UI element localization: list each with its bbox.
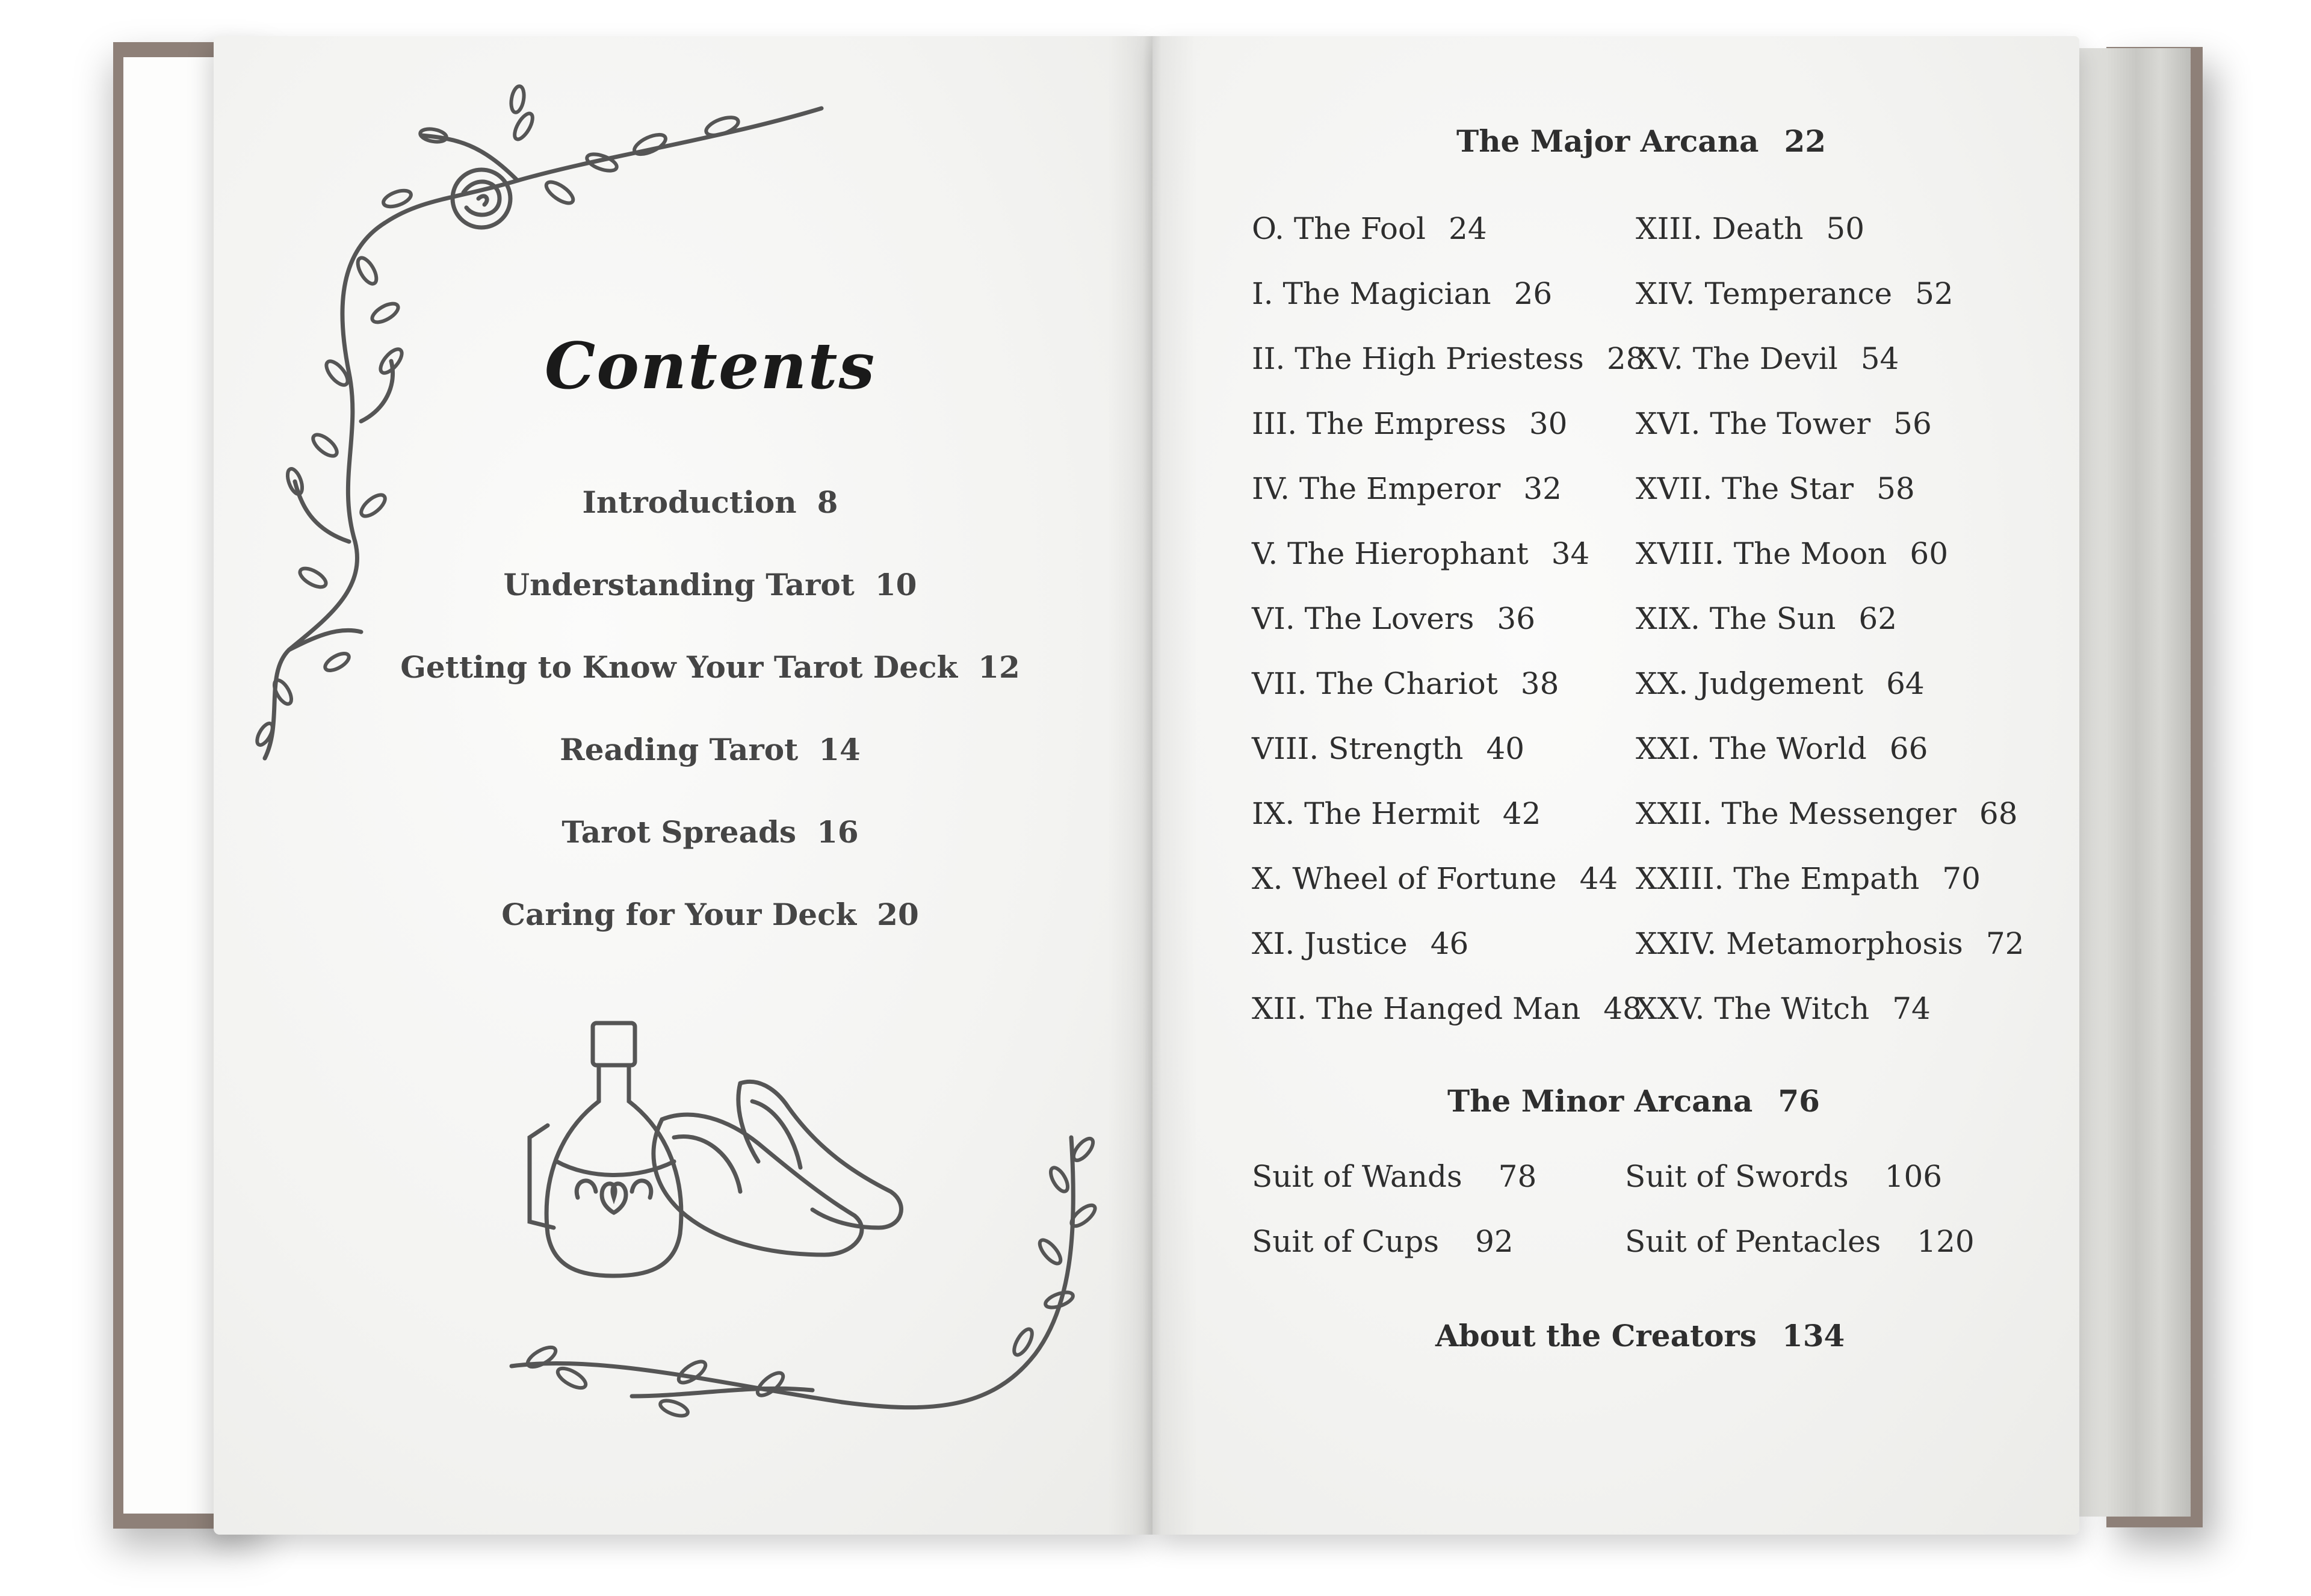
arcana-page: 56 [1893,406,1932,441]
arcana-page: 24 [1449,211,1487,246]
major-arcana-heading[interactable] [1456,123,1826,159]
arcana-label: VII. The Chariot [1252,666,1498,701]
section-page: 134 [1781,1318,1845,1353]
arcana-page: 34 [1551,536,1590,571]
arcana-page: 28 [1606,341,1645,376]
arcana-page: 74 [1892,991,1931,1026]
arcana-page: 60 [1910,536,1949,571]
arcana-entry[interactable] [1252,276,1645,341]
minor-arcana-col-2 [1625,1158,1975,1288]
arcana-page: 54 [1860,341,1899,376]
toc-entry-page: 16 [817,814,859,850]
arcana-page: 44 [1579,861,1618,896]
arcana-label: II. The High Priestess [1252,341,1584,376]
arcana-page: 32 [1523,471,1562,506]
toc-entry-label: Getting to Know Your Tarot Deck [400,649,958,685]
suit-label: Suit of Wands [1252,1159,1462,1194]
arcana-label: XIV. Temperance [1636,276,1893,311]
suit-entry[interactable] [1252,1158,1536,1223]
arcana-label: XXII. The Messenger [1636,796,1957,831]
arcana-page: 50 [1826,211,1865,246]
arcana-entry[interactable] [1252,861,1645,926]
toc-entry-label: Understanding Tarot [503,567,855,602]
arcana-entry[interactable] [1252,991,1645,1056]
creators-heading[interactable] [1435,1318,1845,1353]
arcana-entry[interactable] [1636,276,2024,341]
arcana-entry[interactable] [1252,341,1645,406]
suit-page: 78 [1498,1159,1537,1194]
suit-entry[interactable] [1252,1223,1536,1288]
arcana-entry[interactable] [1252,211,1645,276]
suit-entry[interactable] [1625,1223,1975,1288]
toc-entry-label: Introduction [582,484,797,520]
minor-arcana-heading[interactable] [1447,1083,1820,1119]
suit-label: Suit of Pentacles [1625,1224,1881,1259]
page-stack-edge [2070,48,2191,1517]
arcana-page: 70 [1942,861,1981,896]
minor-arcana-col-1 [1252,1158,1536,1288]
arcana-page: 30 [1529,406,1568,441]
toc-entry-page: 20 [877,897,919,932]
toc-entry[interactable] [364,726,1056,808]
arcana-label: III. The Empress [1252,406,1506,441]
section-page: 22 [1784,123,1827,159]
arcana-page: 38 [1520,666,1559,701]
arcana-entry[interactable] [1252,601,1645,666]
arcana-entry[interactable] [1636,731,2024,796]
toc-entry-page: 10 [874,567,917,602]
suit-label: Suit of Cups [1252,1224,1440,1259]
arcana-label: IX. The Hermit [1252,796,1480,831]
arcana-page: 36 [1497,601,1536,636]
arcana-entry[interactable] [1252,666,1645,731]
toc-entry[interactable] [364,643,1056,726]
arcana-entry[interactable] [1636,406,2024,471]
arcana-entry[interactable] [1636,341,2024,406]
toc-left-list [364,478,1056,973]
toc-entry-page: 8 [817,484,838,520]
section-label: About the Creators [1435,1318,1757,1353]
toc-entry[interactable] [364,561,1056,643]
suit-label: Suit of Swords [1625,1159,1849,1194]
section-page: 76 [1778,1083,1820,1119]
arcana-entry[interactable] [1252,536,1645,601]
arcana-entry[interactable] [1636,666,2024,731]
arcana-entry[interactable] [1636,471,2024,536]
suit-page: 92 [1475,1224,1514,1259]
arcana-label: I. The Magician [1252,276,1491,311]
arcana-label: XIII. Death [1636,211,1804,246]
suit-page: 106 [1884,1159,1943,1194]
arcana-entry[interactable] [1636,601,2024,666]
arcana-page: 72 [1985,926,2025,961]
arcana-label: IV. The Emperor [1252,471,1501,506]
arcana-label: XVII. The Star [1636,471,1854,506]
arcana-page: 52 [1915,276,1954,311]
arcana-label: VIII. Strength [1252,731,1464,766]
toc-entry[interactable] [364,891,1056,973]
arcana-label: XXIII. The Empath [1636,861,1920,896]
arcana-page: 58 [1876,471,1915,506]
arcana-entry[interactable] [1252,406,1645,471]
major-arcana-col-2 [1636,211,2024,1056]
toc-entry-label: Caring for Your Deck [501,897,857,932]
arcana-entry[interactable] [1252,731,1645,796]
toc-entry-label: Tarot Spreads [562,814,797,850]
arcana-label: XVI. The Tower [1636,406,1871,441]
arcana-entry[interactable] [1636,536,2024,601]
arcana-label: O. The Fool [1252,211,1426,246]
suit-entry[interactable] [1625,1158,1975,1223]
arcana-entry[interactable] [1252,471,1645,536]
arcana-page: 40 [1486,731,1525,766]
arcana-label: XI. Justice [1252,926,1408,961]
arcana-label: XV. The Devil [1636,341,1838,376]
arcana-entry[interactable] [1252,796,1645,861]
arcana-page: 48 [1603,991,1642,1026]
contents-title: Contents [544,328,876,403]
suit-page: 120 [1917,1224,1975,1259]
arcana-label: XII. The Hanged Man [1252,991,1581,1026]
arcana-page: 66 [1889,731,1928,766]
toc-entry[interactable] [364,478,1056,561]
arcana-entry[interactable] [1252,926,1645,991]
arcana-page: 68 [1979,796,2018,831]
section-label: The Minor Arcana [1447,1083,1753,1119]
arcana-entry[interactable] [1636,991,2024,1056]
arcana-label: XIX. The Sun [1636,601,1836,636]
toc-entry-page: 14 [818,732,861,767]
arcana-page: 46 [1430,926,1469,961]
arcana-label: XXI. The World [1636,731,1867,766]
arcana-label: X. Wheel of Fortune [1252,861,1557,896]
arcana-entry[interactable] [1636,211,2024,276]
toc-entry-label: Reading Tarot [560,732,799,767]
arcana-page: 64 [1886,666,1925,701]
arcana-entry[interactable] [1636,796,2024,861]
arcana-label: V. The Hierophant [1252,536,1529,571]
arcana-label: XXV. The Witch [1636,991,1870,1026]
arcana-entry[interactable] [1636,861,2024,926]
arcana-page: 42 [1502,796,1541,831]
toc-entry[interactable] [364,808,1056,891]
arcana-label: XVIII. The Moon [1636,536,1887,571]
arcana-label: XXIV. Metamorphosis [1636,926,1963,961]
major-arcana-col-1 [1252,211,1645,1056]
arcana-label: VI. The Lovers [1252,601,1474,636]
arcana-page: 62 [1858,601,1898,636]
toc-entry-page: 12 [978,649,1020,685]
arcana-label: XX. Judgement [1636,666,1864,701]
book-gutter [1107,36,1198,1535]
arcana-page: 26 [1514,276,1553,311]
section-label: The Major Arcana [1456,123,1759,159]
arcana-entry[interactable] [1636,926,2024,991]
